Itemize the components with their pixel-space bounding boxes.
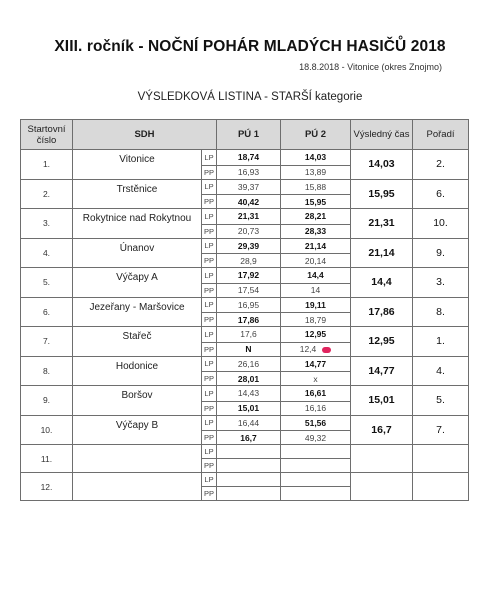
pu2-time: 14,4 (281, 268, 351, 284)
results-list-title: VÝSLEDKOVÁ LISTINA - STARŠÍ kategorie (137, 91, 363, 103)
rank: 10. (413, 209, 469, 239)
pu2-time: 16,61 (281, 386, 351, 402)
lane-type: LP (202, 150, 217, 166)
result-time: 15,01 (351, 386, 413, 416)
team-name-cont (73, 165, 202, 179)
event-date-location: 18.8.2018 - Vitonice (okres Znojmo) (299, 62, 442, 72)
lane-type: LP (202, 473, 217, 487)
pu2-time-value: 16,16 (304, 403, 327, 413)
header-rank: Pořadí (413, 120, 469, 150)
pu1-time (217, 473, 281, 487)
lane-type: LP (202, 327, 217, 343)
pu2-time-value: 15,95 (304, 196, 327, 207)
pu2-time: 14,77 (281, 356, 351, 372)
lane-type: PP (202, 283, 217, 297)
pu2-time: 28,21 (281, 209, 351, 225)
team-name-cont (73, 401, 202, 415)
results-table (20, 119, 469, 501)
lane-type: PP (202, 401, 217, 415)
table-row (21, 209, 469, 225)
lane-type: LP (202, 445, 217, 459)
pu1-time: 28,01 (217, 372, 281, 386)
pu1-time: 16,93 (217, 165, 281, 179)
result-time (351, 473, 413, 501)
team-name: Hodonice (73, 356, 202, 372)
lane-type: PP (202, 165, 217, 179)
start-number: 11. (21, 445, 73, 473)
header-result-time: Výsledný čas (351, 120, 413, 150)
pu2-time: 51,56 (281, 415, 351, 431)
start-number: 1. (21, 150, 73, 180)
team-name-cont (73, 224, 202, 238)
team-name: Boršov (73, 386, 202, 402)
pu2-time-value: 12,4 (299, 344, 317, 354)
pu1-time: 18,74 (217, 150, 281, 166)
table-row (21, 415, 469, 431)
page-title: XIII. ročník - NOČNÍ POHÁR MLADÝCH HASIČŮ 2018 (54, 38, 446, 55)
pu1-time: 26,16 (217, 356, 281, 372)
rank: 9. (413, 238, 469, 268)
lane-type: PP (202, 431, 217, 445)
result-time: 21,14 (351, 238, 413, 268)
result-time: 17,86 (351, 297, 413, 327)
lane-type: PP (202, 224, 217, 238)
lane-type: LP (202, 356, 217, 372)
table-row (21, 268, 469, 284)
team-name-cont (73, 283, 202, 297)
pu1-time: 15,01 (217, 401, 281, 415)
team-name: Rokytnice nad Rokytnou (73, 209, 202, 225)
rank (413, 445, 469, 473)
result-time: 14,4 (351, 268, 413, 298)
table-row (21, 356, 469, 372)
team-name-cont (73, 459, 202, 473)
team-name-cont (73, 342, 202, 356)
result-time: 16,7 (351, 415, 413, 445)
result-time: 12,95 (351, 327, 413, 357)
pu1-time (217, 459, 281, 473)
result-time: 15,95 (351, 179, 413, 209)
highlight-mark (322, 347, 331, 353)
pu2-time (281, 342, 351, 356)
pu1-time: 16,95 (217, 297, 281, 313)
lane-type: PP (202, 459, 217, 473)
team-name-cont (73, 195, 202, 209)
rank: 4. (413, 356, 469, 386)
pu2-time-value: x (313, 373, 318, 384)
header-pu2: PÚ 2 (281, 120, 351, 150)
lane-type: LP (202, 297, 217, 313)
pu2-time-value: 49,32 (304, 432, 327, 443)
rank: 7. (413, 415, 469, 445)
pu1-time: N (217, 342, 281, 356)
start-number: 4. (21, 238, 73, 268)
pu1-time: 17,86 (217, 313, 281, 327)
rank: 2. (413, 150, 469, 180)
pu2-time: 14,03 (281, 150, 351, 166)
pu2-time-value: 13,89 (304, 167, 327, 177)
start-number: 12. (21, 473, 73, 501)
lane-type: PP (202, 313, 217, 327)
pu1-time: 29,39 (217, 238, 281, 254)
pu2-time (281, 165, 351, 179)
pu2-time (281, 372, 351, 386)
team-name (73, 445, 202, 459)
result-time: 21,31 (351, 209, 413, 239)
team-name: Výčapy B (73, 415, 202, 431)
pu2-time (281, 195, 351, 209)
start-number: 9. (21, 386, 73, 416)
pu2-time-value: 14 (310, 285, 321, 295)
rank (413, 473, 469, 501)
pu2-time (281, 445, 351, 459)
pu1-time: 21,31 (217, 209, 281, 225)
pu2-time (281, 401, 351, 415)
pu2-time: 15,88 (281, 179, 351, 195)
rank: 1. (413, 327, 469, 357)
lane-type: PP (202, 487, 217, 501)
lane-type: LP (202, 386, 217, 402)
team-name-cont (73, 431, 202, 445)
lane-type: LP (202, 268, 217, 284)
header-start-number: Startovní číslo (21, 120, 73, 150)
start-number: 8. (21, 356, 73, 386)
start-number: 3. (21, 209, 73, 239)
team-name: Únanov (73, 238, 202, 254)
lane-type: LP (202, 238, 217, 254)
pu1-time: 20,73 (217, 224, 281, 238)
table-row (21, 297, 469, 313)
team-name-cont (73, 313, 202, 327)
lane-type: PP (202, 254, 217, 268)
pu1-time (217, 445, 281, 459)
team-name: Stařeč (73, 327, 202, 343)
table-row (21, 445, 469, 459)
team-name-cont (73, 487, 202, 501)
pu2-time: 21,14 (281, 238, 351, 254)
team-name-cont (73, 372, 202, 386)
pu2-time (281, 431, 351, 445)
result-time: 14,03 (351, 150, 413, 180)
rank: 6. (413, 179, 469, 209)
pu2-time (281, 459, 351, 473)
table-row (21, 238, 469, 254)
lane-type: LP (202, 179, 217, 195)
pu1-time: 14,43 (217, 386, 281, 402)
pu1-time: 17,92 (217, 268, 281, 284)
start-number: 10. (21, 415, 73, 445)
result-time: 14,77 (351, 356, 413, 386)
pu2-time (281, 487, 351, 501)
start-number: 5. (21, 268, 73, 298)
rank: 5. (413, 386, 469, 416)
pu2-time (281, 283, 351, 297)
pu2-time (281, 313, 351, 327)
pu2-time: 12,95 (281, 327, 351, 343)
table-header-row (21, 120, 469, 150)
pu1-time (217, 487, 281, 501)
table-row (21, 150, 469, 166)
pu1-time: 17,6 (217, 327, 281, 343)
header-sdh: SDH (73, 120, 217, 150)
team-name (73, 473, 202, 487)
lane-type: PP (202, 195, 217, 209)
lane-type: LP (202, 415, 217, 431)
lane-type: PP (202, 342, 217, 356)
team-name: Vitonice (73, 150, 202, 166)
start-number: 6. (21, 297, 73, 327)
pu1-time: 17,54 (217, 283, 281, 297)
table-row (21, 179, 469, 195)
table-row (21, 473, 469, 487)
start-number: 7. (21, 327, 73, 357)
pu2-time-value: 28,33 (304, 226, 327, 236)
result-time (351, 445, 413, 473)
pu2-time (281, 224, 351, 238)
table-row (21, 327, 469, 343)
pu1-time: 16,7 (217, 431, 281, 445)
start-number: 2. (21, 179, 73, 209)
pu2-time (281, 254, 351, 268)
team-name: Jezeřany - Maršovice (73, 297, 202, 313)
lane-type: LP (202, 209, 217, 225)
team-name: Trstěnice (73, 179, 202, 195)
pu2-time: 19,11 (281, 297, 351, 313)
pu2-time-value: 20,14 (304, 255, 327, 266)
header-pu1: PÚ 1 (217, 120, 281, 150)
pu2-time (281, 473, 351, 487)
pu1-time: 40,42 (217, 195, 281, 209)
pu1-time: 28,9 (217, 254, 281, 268)
rank: 8. (413, 297, 469, 327)
table-row (21, 386, 469, 402)
pu1-time: 39,37 (217, 179, 281, 195)
team-name: Výčapy A (73, 268, 202, 284)
team-name-cont (73, 254, 202, 268)
lane-type: PP (202, 372, 217, 386)
rank: 3. (413, 268, 469, 298)
pu1-time: 16,44 (217, 415, 281, 431)
pu2-time-value: 18,79 (304, 314, 327, 325)
